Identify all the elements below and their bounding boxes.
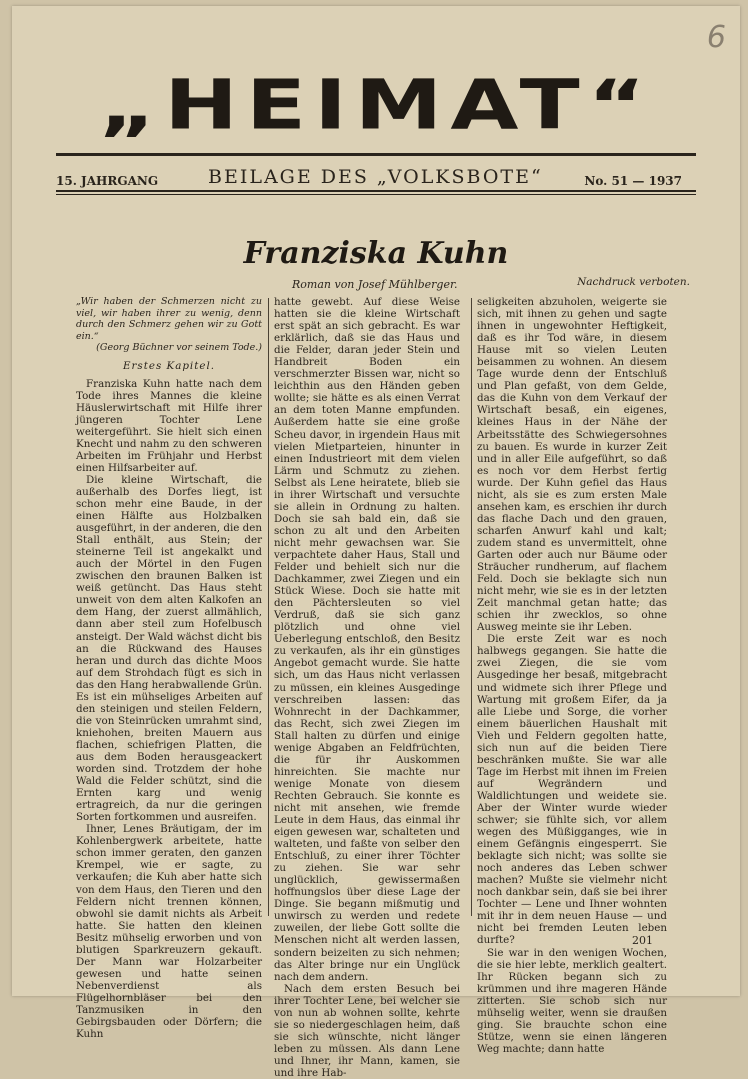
- header-rule-bottom-thin: [56, 194, 696, 195]
- motto-source: (Georg Büchner vor seinem Tode.): [96, 342, 262, 353]
- paragraph: Nach dem ersten Besuch bei ihrer Tochter Lene, bei welcher sie von nun ab wohnen sollte, kehrte sie so niedergeschlagen heim, daß sie sich wünschte, nicht länger leben zu müssen. Als dann Lene und Ihner, ihr Mann, kamen, sie und ihre Hab-: [274, 982, 460, 1079]
- motto-text: „Wir haben der Schmerzen nicht zu viel, wir haben ihrer zu wenig, denn durch den Schmerz gehen wir zu Gott ein.“: [76, 296, 262, 342]
- column-separator: [471, 298, 472, 916]
- column-separator: [268, 298, 269, 916]
- paragraph: Sie war in den wenigen Wochen, die sie hier lebte, merklich gealtert. Ihr Rücken begann sich zu krümmen und ihre mageren Hände zitterten. Sie schob sich nur mühselig weiter, wenn sie draußen ging. Sie brauchte schon eine Stütze, wenn sie einen längeren Weg machte; dann hatte: [477, 946, 667, 1055]
- paragraph: seligkeiten abzuholen, weigerte sie sich, mit ihnen zu gehen und sagte ihnen in ungewohnter Heftigkeit, daß es ihr Tod wäre, in diesem Hause mit so vielen Leuten beisammen zu wohnen. An diesem Tage wurde denn der Entschluß und Plan gefaßt, von dem Gelde, das die Kuhn von dem Verkauf der Wirtschaft besaß, ein eigenes, kleines Haus in der Nähe der Arbeitsstätte des Schwiegersohnes zu bauen. Es wurde in kurzer Zeit und in aller Eile aufgeführt, so daß es noch vor dem Herbst fertig wurde. Der Kuhn gefiel das Haus nicht, als sie es zum ersten Male ansehen kam, es erschien ihr durch das flache Dach und den grauen, scharfen Anwurf kahl und kalt; zudem stand es unvermittelt, ohne Garten oder auch nur Bäume oder Sträucher rundherum, auf flachem Feld. Doch sie beklagte sich nun nicht mehr, wie sie es in der letzten Zeit manchmal getan hatte; das schien ihr zwecklos, so ohne Ausweg meinte sie ihr Leben.: [477, 296, 667, 634]
- text-column-2: [274, 296, 460, 1079]
- text-column-1: [76, 296, 262, 1040]
- paragraph: Franziska Kuhn hatte nach dem Tode ihres Mannes die kleine Häuslerwirtschaft mit Hilfe ihrer jüngeren Tochter Lene weitergeführt. Sie hielt sich einen Knecht und nahm zu den schweren Arbeiten im Frühjahr und Herbst einen Hilfsarbeiter auf.: [76, 377, 262, 474]
- paragraph: hatte gewebt. Auf diese Weise hatten sie die kleine Wirtschaft erst spät an sich gebracht. Es war erklärlich, daß sie das Haus und die Felder, daran jeder Stein und Handbreit Boden ein verschmerzter Bissen war, nicht so leichthin aus den Händen geben wollte; sie hätte es als einen Verrat an dem toten Manne empfunden. Außerdem hatte sie eine große Scheu davor, in irgendein Haus mit vielen Mietparteien, hinunter in einen Industrieort mit dem vielen Lärm und Schmutz zu ziehen. Selbst als Lene heiratete, blieb sie in ihrer Wirtschaft und versuchte sie allein in Ordnung zu halten. Doch sie sah bald ein, daß sie schon zu alt und den Arbeiten nicht mehr gewachsen war. Sie verpachtete daher Haus, Stall und Felder und behielt sich nur die Dachkammer, zwei Ziegen und ein Stück Wiese. Doch sie hatte mit den Pächtersleuten so viel Verdruß, daß sie sich ganz plötzlich und ohne viel Ueberlegung entschloß, den Besitz zu verkaufen, als ihr ein günstiges Angebot gemacht wurde. Sie hatte sich, um das Haus nicht verlassen zu müssen, ein kleines Ausgedinge verschreiben lassen: das Wohnrecht in der Dachkammer, das Recht, sich zwei Ziegen im Stall halten zu dürfen und einige wenige Abgaben an Feldfrüchten, die für ihr Auskommen hinreichten. Sie machte nur wenige Monate von diesem Rechten Gebrauch. Sie konnte es nicht mit ansehen, wie fremde Leute in dem Haus, das einmal ihr eigen gewesen war, schalteten und walteten, und faßte von selber den Entschluß, zu einer ihrer Töchter zu ziehen. Sie war sehr unglücklich, gewissermaßen hoffnungslos über diese Lage der Dinge. Sie begann mißmutig und unwirsch zu werden und redete zuweilen, der liebe Gott sollte die Menschen nicht alt werden lassen, sondern beizeiten zu sich nehmen; das Alter bringe nur ein Unglück nach dem andern.: [274, 296, 460, 983]
- issue-label: No. 51 — 1937: [584, 174, 682, 188]
- paragraph: Ihner, Lenes Bräutigam, der im Kohlenbergwerk arbeitete, hatte schon immer geraten, den ganzen Krempel, wie er sagte, zu verkaufen; die Kuh aber hatte sich von dem Haus, den Tieren und den Feldern nicht trennen können, obwohl sie damit nichts als Arbeit hatte. Sie hatten den kleinen Besitz mühselig erworben und von blutigen Sparkreuzern gekauft. Der Mann war Holzarbeiter gewesen und hatte seinen Nebenverdienst als Flügelhornbläser bei den Tanzmusiken in den Gebirgsbauden oder Dörfern; die Kuhn: [76, 823, 262, 1041]
- masthead-title: „HEIMAT“: [98, 64, 654, 145]
- volume-label: 15. JAHRGANG: [56, 174, 159, 188]
- motto: [76, 296, 262, 354]
- supplement-label: BEILAGE DES „VOLKSBOTE“: [208, 166, 543, 188]
- header-rule-bottom: [56, 190, 696, 192]
- paragraph: Die kleine Wirtschaft, die außerhalb des Dorfes liegt, ist schon mehr eine Baude, in der einen Hälfte aus Holzbalken ausgeführt, in der anderen, die den Stall enthält, aus Stein; der steinerne Teil ist angekalkt und auch der Mörtel in den Fugen zwischen den braunen Balken ist weiß getüncht. Das Haus steht unweit von dem alten Kalkofen an dem Hang, der zuerst allmählich, dann aber steil zum Hofelbusch ansteigt. Der Wald wächst dicht bis an die Rückwand des Hauses heran und durch das dichte Moos auf dem Strohdach fügt es sich in das den Hang herabwallende Grün. Es ist ein mühseliges Arbeiten auf den steinigen und steilen Feldern, die von Steinrücken umrahmt sind, kniehohen, breiten Mauern aus flachen, schiefrigen Platten, die aus dem Boden herausgeackert worden sind. Trotzdem der hohe Wald die Felder schützt, sind die Ernten karg und wenig ertragreich, da nur die geringen Sorten fortkommen und ausreifen.: [76, 473, 262, 824]
- header-rule-top: [56, 153, 696, 156]
- article-title: Franziska Kuhn: [243, 236, 509, 271]
- pencil-page-mark: 6: [706, 20, 726, 55]
- reprint-notice: Nachdruck verboten.: [577, 276, 690, 288]
- article-byline: Roman von Josef Mühlberger.: [292, 278, 458, 291]
- newspaper-page: [12, 6, 740, 1079]
- chapter-heading: Erstes Kapitel.: [122, 359, 216, 372]
- page-number: 201: [632, 934, 653, 947]
- paragraph: Die erste Zeit war es noch halbwegs gegangen. Sie hatte die zwei Ziegen, die sie vom Ausgedinge her besaß, mitgebracht und widmete sich ihrer Pflege und Wartung mit großem Eifer, da ja alle Liebe und Sorge, die vorher einem bäuerlichen Haushalt mit Vieh und Feldern gegolten hatte, sich nun auf die beiden Tiere beschränken mußte. Sie war alle Tage im Herbst mit ihnen im Freien auf Wegrändern und Waldlichtungen und weidete sie. Aber der Winter wurde wieder schwer; sie fühlte sich, vor allem wegen des Müßigganges, wie in einem Gefängnis eingesperrt. Sie beklagte sich nicht; was sollte sie noch anderes das Leben schwer machen? Mußte sie vielmehr nicht noch dankbar sein, daß sie bei ihrer Tochter — Lene und Ihner wohnten mit ihr in dem neuen Hause — und nicht bei fremden Leuten leben durfte?: [477, 633, 667, 947]
